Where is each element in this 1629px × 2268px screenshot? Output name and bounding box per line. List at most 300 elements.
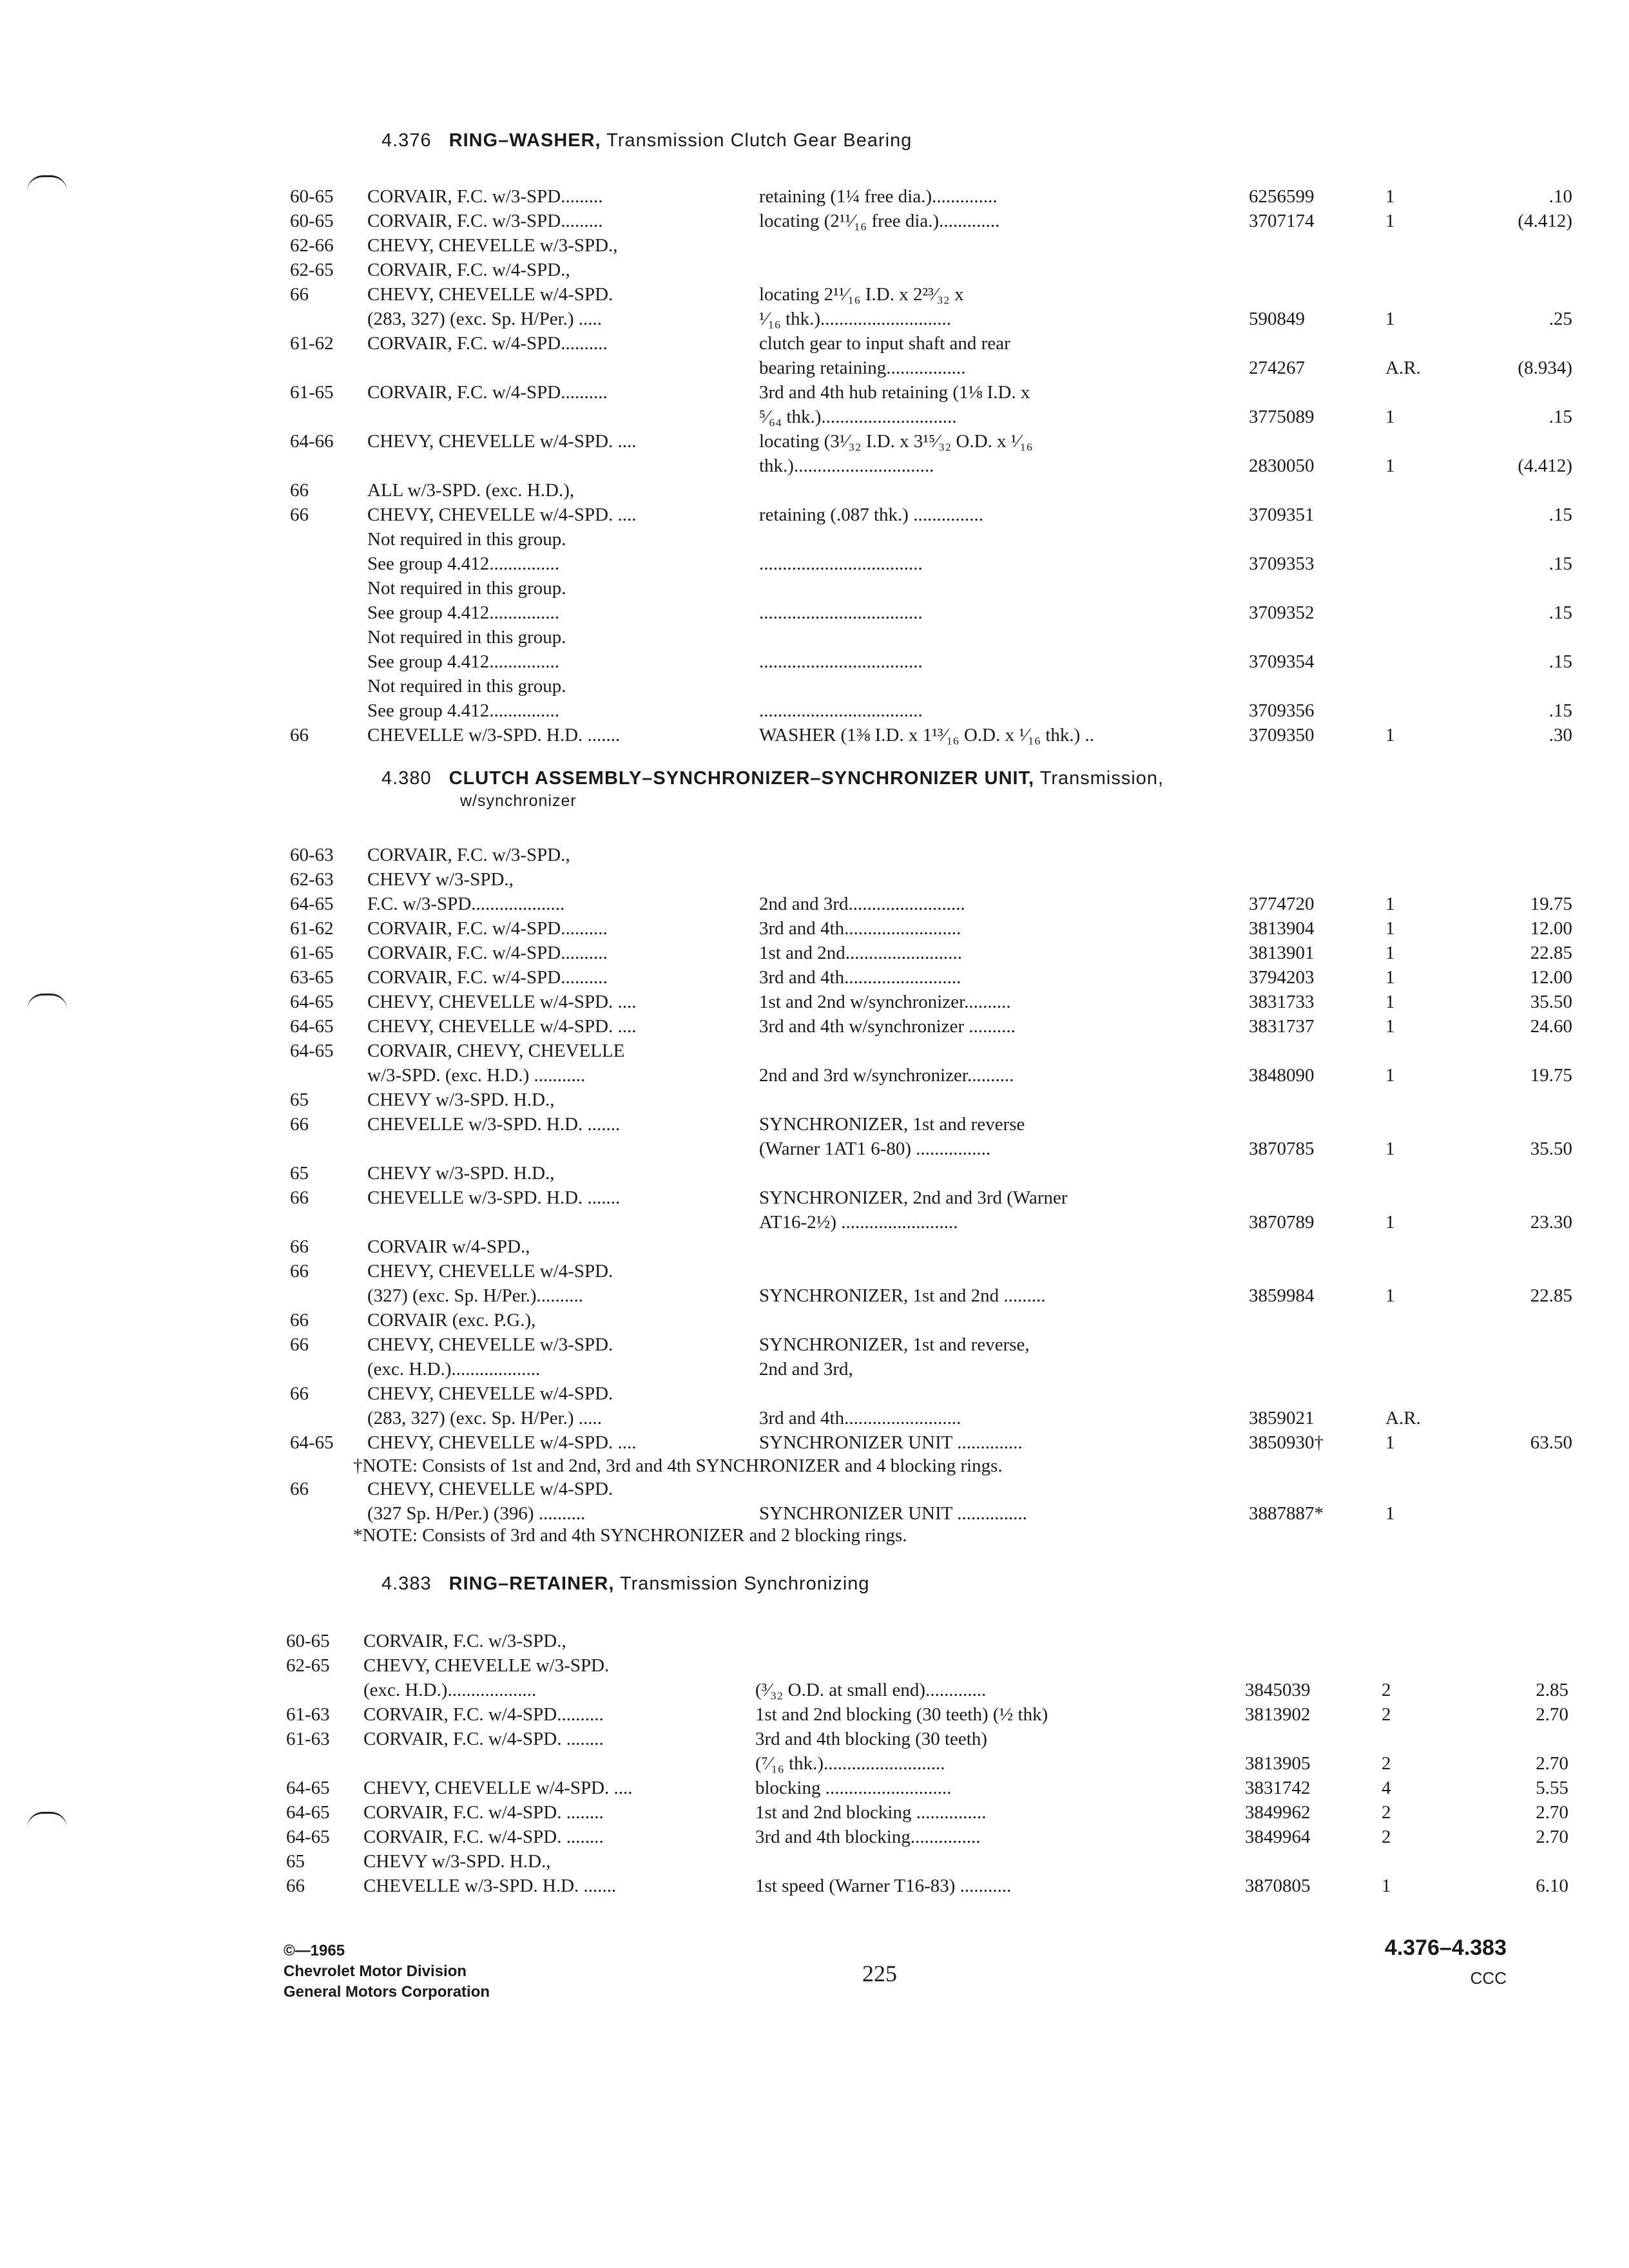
application: CHEVELLE w/3-SPD. H.D. ....... bbox=[363, 1876, 617, 1896]
table-row bbox=[286, 1678, 1629, 1702]
part-description: (Warner 1AT1 6-80) ................ bbox=[759, 1139, 991, 1159]
part-number: 274267 bbox=[1249, 358, 1305, 378]
part-number: 3859984 bbox=[1249, 1285, 1315, 1306]
table-row bbox=[286, 1800, 1629, 1825]
list-price: 35.50 bbox=[1530, 1139, 1572, 1159]
table-row bbox=[290, 184, 1629, 209]
catalog-code: CCC bbox=[1470, 1968, 1507, 1988]
section-title-rest: Transmission, bbox=[1039, 768, 1164, 789]
quantity: 1 bbox=[1385, 894, 1395, 914]
application: CHEVY, CHEVELLE w/4-SPD. .... bbox=[367, 1432, 637, 1453]
part-description: retaining (.087 thk.) ............... bbox=[759, 505, 983, 525]
table-row bbox=[290, 527, 1629, 552]
table-row bbox=[290, 1112, 1629, 1137]
application: (327 Sp. H/Per.) (396) .......... bbox=[367, 1503, 586, 1524]
application: CHEVELLE w/3-SPD. H.D. ....... bbox=[367, 1114, 621, 1135]
part-description: locating (3¹⁄₃₂ I.D. x 3¹⁵⁄₃₂ O.D. x ¹⁄₁₆ bbox=[759, 431, 1033, 452]
quantity: 1 bbox=[1382, 1876, 1391, 1896]
part-description: SYNCHRONIZER, 1st and reverse, bbox=[759, 1334, 1030, 1355]
table-row bbox=[290, 503, 1629, 527]
part-description: bearing retaining................. bbox=[759, 358, 966, 378]
list-price: (4.412) bbox=[1518, 211, 1572, 231]
application: CORVAIR (exc. P.G.), bbox=[367, 1310, 536, 1331]
application: CORVAIR, F.C. w/4-SPD., bbox=[367, 260, 570, 280]
table-row bbox=[290, 1259, 1629, 1283]
application: Not required in this group. bbox=[367, 627, 566, 648]
part-number: 3794203 bbox=[1249, 967, 1315, 988]
model-years: 60-65 bbox=[290, 186, 334, 207]
part-number: 3709353 bbox=[1249, 553, 1315, 574]
part-number: 3849964 bbox=[1245, 1827, 1311, 1847]
part-description: ................................... bbox=[759, 700, 923, 721]
application: CHEVY w/3-SPD. H.D., bbox=[367, 1163, 555, 1184]
part-number: 3707174 bbox=[1249, 211, 1315, 231]
application: CORVAIR w/4-SPD., bbox=[367, 1236, 530, 1257]
table-row bbox=[286, 1727, 1629, 1751]
list-price: 2.70 bbox=[1536, 1753, 1568, 1774]
model-years: 64-65 bbox=[290, 992, 334, 1012]
section-heading bbox=[381, 130, 912, 151]
section-note: †NOTE: Consists of 1st and 2nd, 3rd and 4th SYNCHRONIZER and 4 blocking rings. bbox=[353, 1456, 1003, 1476]
section-number: 4.383 bbox=[381, 1573, 432, 1594]
part-description: 3rd and 4th......................... bbox=[759, 967, 961, 988]
part-number: 3870789 bbox=[1249, 1212, 1315, 1233]
part-number: 3870785 bbox=[1249, 1139, 1315, 1159]
table-row bbox=[290, 941, 1629, 965]
table-row bbox=[290, 1357, 1629, 1381]
quantity: 1 bbox=[1385, 967, 1395, 988]
quantity: 2 bbox=[1382, 1827, 1391, 1847]
page-number: 225 bbox=[862, 1961, 897, 1986]
model-years: 66 bbox=[290, 1236, 309, 1257]
application: CHEVY, CHEVELLE w/4-SPD. .... bbox=[363, 1778, 633, 1798]
part-number: 3870805 bbox=[1245, 1876, 1311, 1896]
application: F.C. w/3-SPD.................... bbox=[367, 894, 565, 914]
list-price: 19.75 bbox=[1530, 894, 1572, 914]
table-row bbox=[290, 1332, 1629, 1357]
section-title: RING–WASHER, bbox=[448, 130, 601, 151]
quantity: 1 bbox=[1385, 456, 1395, 476]
part-number: 3774720 bbox=[1249, 894, 1315, 914]
part-description: ¹⁄₁₆ thk.)............................ bbox=[759, 309, 951, 329]
application: CHEVELLE w/3-SPD. H.D. ....... bbox=[367, 725, 621, 745]
model-years: 64-65 bbox=[290, 894, 334, 914]
table-row bbox=[286, 1849, 1629, 1874]
model-years: 61-62 bbox=[290, 333, 334, 354]
list-price: 63.50 bbox=[1530, 1432, 1572, 1453]
part-description: 3rd and 4th blocking............... bbox=[755, 1827, 981, 1847]
part-description: 3rd and 4th w/synchronizer .......... bbox=[759, 1016, 1016, 1037]
part-number: 3831737 bbox=[1249, 1016, 1315, 1037]
part-number: 3775089 bbox=[1249, 407, 1315, 427]
list-price: (4.412) bbox=[1518, 456, 1572, 476]
application: See group 4.412............... bbox=[367, 651, 560, 672]
application: Not required in this group. bbox=[367, 578, 566, 599]
margin-mark bbox=[27, 994, 67, 1010]
model-years: 66 bbox=[286, 1876, 305, 1896]
section-title-rest: Transmission Synchronizing bbox=[619, 1573, 870, 1594]
application: CHEVY w/3-SPD., bbox=[367, 869, 514, 890]
list-price: 12.00 bbox=[1530, 918, 1572, 939]
division: Chevrolet Motor Division bbox=[284, 1963, 467, 1980]
model-years: 66 bbox=[290, 1114, 309, 1135]
quantity: 1 bbox=[1385, 1503, 1395, 1524]
quantity: 1 bbox=[1385, 943, 1395, 963]
application: CHEVY, CHEVELLE w/4-SPD. bbox=[367, 1479, 613, 1499]
part-description: SYNCHRONIZER, 1st and 2nd ......... bbox=[759, 1285, 1046, 1306]
application: ALL w/3-SPD. (exc. H.D.), bbox=[367, 480, 575, 501]
list-price: 22.85 bbox=[1530, 1285, 1572, 1306]
table-row bbox=[290, 1406, 1629, 1430]
table-row bbox=[290, 990, 1629, 1014]
model-years: 62-65 bbox=[290, 260, 334, 280]
table-row bbox=[290, 478, 1629, 503]
application: CORVAIR, F.C. w/4-SPD.......... bbox=[367, 967, 608, 988]
part-description: ⁵⁄₆₄ thk.)............................. bbox=[759, 407, 957, 427]
application: (exc. H.D.)................... bbox=[363, 1680, 537, 1700]
part-description: ................................... bbox=[759, 602, 923, 623]
part-description: 1st speed (Warner T16-83) ........... bbox=[755, 1876, 1012, 1896]
part-description: locating (2¹¹⁄₁₆ free dia.)............. bbox=[759, 211, 1000, 231]
table-row bbox=[290, 601, 1629, 625]
part-description: clutch gear to input shaft and rear bbox=[759, 333, 1010, 354]
table-row bbox=[290, 843, 1629, 867]
model-years: 61-63 bbox=[286, 1729, 330, 1749]
section-title: RING–RETAINER, bbox=[448, 1573, 615, 1594]
list-price: 6.10 bbox=[1536, 1876, 1568, 1896]
part-description: 1st and 2nd w/synchronizer.......... bbox=[759, 992, 1011, 1012]
part-description: 2nd and 3rd, bbox=[759, 1359, 853, 1379]
application: CORVAIR, F.C. w/3-SPD......... bbox=[367, 211, 603, 231]
table-row bbox=[290, 649, 1629, 674]
list-price: .15 bbox=[1548, 602, 1572, 623]
list-price: 2.70 bbox=[1536, 1704, 1568, 1725]
application: CHEVELLE w/3-SPD. H.D. ....... bbox=[367, 1187, 621, 1208]
application: CORVAIR, CHEVY, CHEVELLE bbox=[367, 1041, 625, 1061]
table-row bbox=[290, 1477, 1629, 1501]
table-row bbox=[290, 1235, 1629, 1259]
table-row bbox=[290, 1283, 1629, 1308]
model-years: 62-65 bbox=[286, 1655, 330, 1676]
table-row bbox=[290, 1501, 1629, 1526]
model-years: 63-65 bbox=[290, 967, 334, 988]
model-years: 65 bbox=[286, 1851, 305, 1872]
part-number: 2830050 bbox=[1249, 456, 1315, 476]
publisher-block bbox=[284, 1941, 490, 2003]
list-price: .15 bbox=[1548, 407, 1572, 427]
application: (283, 327) (exc. Sp. H/Per.) ..... bbox=[367, 1408, 602, 1428]
part-description: (³⁄₃₂ O.D. at small end)............. bbox=[755, 1680, 987, 1700]
list-price: .15 bbox=[1548, 553, 1572, 574]
model-years: 66 bbox=[290, 725, 309, 745]
application: CORVAIR, F.C. w/4-SPD.......... bbox=[367, 333, 608, 354]
section-title-rest: Transmission Clutch Gear Bearing bbox=[606, 130, 912, 151]
section-subtitle: w/synchronizer bbox=[460, 792, 577, 810]
list-price: .15 bbox=[1548, 700, 1572, 721]
model-years: 66 bbox=[290, 1479, 309, 1499]
part-number: 3831742 bbox=[1245, 1778, 1311, 1798]
section-title: CLUTCH ASSEMBLY–SYNCHRONIZER–SYNCHRONIZER UNIT, bbox=[448, 768, 1035, 789]
application: CHEVY, CHEVELLE w/3-SPD., bbox=[367, 235, 618, 256]
model-years: 65 bbox=[290, 1090, 309, 1110]
list-price: .15 bbox=[1548, 505, 1572, 525]
part-description: blocking ........................... bbox=[755, 1778, 952, 1798]
application: CHEVY, CHEVELLE w/4-SPD. bbox=[367, 1383, 613, 1404]
application: See group 4.412............... bbox=[367, 602, 560, 623]
table-row bbox=[290, 1063, 1629, 1088]
application: CORVAIR, F.C. w/3-SPD......... bbox=[367, 186, 603, 207]
section-number: 4.380 bbox=[381, 768, 432, 789]
part-description: 2nd and 3rd w/synchronizer.......... bbox=[759, 1065, 1014, 1086]
application: CHEVY, CHEVELLE w/4-SPD. bbox=[367, 1261, 613, 1282]
table-row bbox=[290, 965, 1629, 990]
model-years: 60-65 bbox=[290, 211, 334, 231]
application: CORVAIR, F.C. w/3-SPD., bbox=[363, 1631, 566, 1651]
part-number: 3709352 bbox=[1249, 602, 1315, 623]
application: See group 4.412............... bbox=[367, 553, 560, 574]
list-price: 2.85 bbox=[1536, 1680, 1568, 1700]
application: CORVAIR, F.C. w/4-SPD.......... bbox=[363, 1704, 604, 1725]
part-number: 3859021 bbox=[1249, 1408, 1315, 1428]
table-row bbox=[290, 1381, 1629, 1406]
list-price: .15 bbox=[1548, 651, 1572, 672]
corporation: General Motors Corporation bbox=[284, 1983, 490, 2001]
section-note: *NOTE: Consists of 3rd and 4th SYNCHRONIZER and 2 blocking rings. bbox=[353, 1525, 907, 1546]
list-price: 19.75 bbox=[1530, 1065, 1572, 1086]
model-years: 62-66 bbox=[290, 235, 334, 256]
part-number: 3887887* bbox=[1249, 1503, 1324, 1524]
part-description: SYNCHRONIZER UNIT .............. bbox=[759, 1432, 1023, 1453]
model-years: 64-65 bbox=[290, 1041, 334, 1061]
table-row bbox=[290, 405, 1629, 429]
application: See group 4.412............... bbox=[367, 700, 560, 721]
part-number: 3709351 bbox=[1249, 505, 1315, 525]
part-description: (⁷⁄₁₆ thk.).......................... bbox=[755, 1753, 945, 1774]
application: w/3-SPD. (exc. H.D.) ........... bbox=[367, 1065, 586, 1086]
list-price: .10 bbox=[1548, 186, 1572, 207]
quantity: 2 bbox=[1382, 1680, 1391, 1700]
quantity: A.R. bbox=[1385, 1408, 1421, 1428]
section-heading bbox=[381, 1573, 870, 1595]
table-row bbox=[290, 209, 1629, 233]
model-years: 65 bbox=[290, 1163, 309, 1184]
application: CHEVY, CHEVELLE w/4-SPD. .... bbox=[367, 431, 637, 452]
quantity: 1 bbox=[1385, 211, 1395, 231]
list-price: .25 bbox=[1548, 309, 1572, 329]
part-description: ................................... bbox=[759, 651, 923, 672]
quantity: 1 bbox=[1385, 1016, 1395, 1037]
model-years: 64-65 bbox=[286, 1778, 330, 1798]
part-description: AT16-2½) ......................... bbox=[759, 1212, 958, 1233]
table-row bbox=[286, 1874, 1629, 1898]
table-row bbox=[290, 552, 1629, 576]
section-heading bbox=[381, 768, 1164, 811]
margin-mark bbox=[27, 175, 67, 191]
part-description: WASHER (1⅜ I.D. x 1¹³⁄₁₆ O.D. x ¹⁄₁₆ thk.) .. bbox=[759, 725, 1095, 745]
application: CORVAIR, F.C. w/4-SPD.......... bbox=[367, 943, 608, 963]
application: Not required in this group. bbox=[367, 676, 566, 697]
table-row bbox=[290, 258, 1629, 282]
part-description: SYNCHRONIZER, 1st and reverse bbox=[759, 1114, 1025, 1135]
part-number: 3845039 bbox=[1245, 1680, 1311, 1700]
model-years: 66 bbox=[290, 1334, 309, 1355]
list-price: (8.934) bbox=[1518, 358, 1572, 378]
part-number: 3813901 bbox=[1249, 943, 1315, 963]
part-description: 3rd and 4th hub retaining (1⅛ I.D. x bbox=[759, 382, 1030, 403]
part-description: SYNCHRONIZER UNIT ............... bbox=[759, 1503, 1027, 1524]
table-row bbox=[290, 1430, 1629, 1455]
application: CORVAIR, F.C. w/3-SPD., bbox=[367, 845, 570, 865]
group-range-block bbox=[1358, 1936, 1507, 1988]
application: CHEVY, CHEVELLE w/4-SPD. .... bbox=[367, 505, 637, 525]
quantity: 2 bbox=[1382, 1753, 1391, 1774]
quantity: A.R. bbox=[1385, 358, 1421, 378]
table-row bbox=[286, 1751, 1629, 1776]
table-row bbox=[290, 356, 1629, 380]
table-row bbox=[286, 1776, 1629, 1800]
model-years: 61-65 bbox=[290, 382, 334, 403]
part-description: SYNCHRONIZER, 2nd and 3rd (Warner bbox=[759, 1187, 1068, 1208]
part-number: 3849962 bbox=[1245, 1802, 1311, 1823]
quantity: 1 bbox=[1385, 1065, 1395, 1086]
table-row bbox=[286, 1653, 1629, 1678]
application: CORVAIR, F.C. w/4-SPD. ........ bbox=[363, 1827, 604, 1847]
table-row bbox=[290, 282, 1629, 307]
model-years: 61-63 bbox=[286, 1704, 330, 1725]
table-row bbox=[290, 1186, 1629, 1210]
list-price: 35.50 bbox=[1530, 992, 1572, 1012]
table-row bbox=[290, 429, 1629, 454]
model-years: 66 bbox=[290, 1261, 309, 1282]
table-row bbox=[290, 307, 1629, 331]
part-description: locating 2¹¹⁄₁₆ I.D. x 2²³⁄₃₂ x bbox=[759, 284, 964, 305]
quantity: 1 bbox=[1385, 309, 1395, 329]
model-years: 61-62 bbox=[290, 918, 334, 939]
application: CHEVY w/3-SPD. H.D., bbox=[363, 1851, 551, 1872]
margin-mark bbox=[27, 1812, 67, 1828]
part-description: 1st and 2nd blocking ............... bbox=[755, 1802, 987, 1823]
part-number: 3709356 bbox=[1249, 700, 1315, 721]
table-row bbox=[290, 916, 1629, 941]
table-row bbox=[290, 1308, 1629, 1332]
model-years: 64-65 bbox=[286, 1802, 330, 1823]
application: CORVAIR, F.C. w/4-SPD. ........ bbox=[363, 1802, 604, 1823]
model-years: 64-65 bbox=[290, 1016, 334, 1037]
quantity: 1 bbox=[1385, 407, 1395, 427]
table-row bbox=[290, 1137, 1629, 1161]
model-years: 66 bbox=[290, 1310, 309, 1331]
part-description: 1st and 2nd......................... bbox=[759, 943, 962, 963]
part-number: 3831733 bbox=[1249, 992, 1315, 1012]
table-row bbox=[290, 674, 1629, 698]
model-years: 64-65 bbox=[290, 1432, 334, 1453]
application: (exc. H.D.)................... bbox=[367, 1359, 541, 1379]
table-row bbox=[286, 1629, 1629, 1653]
table-row bbox=[286, 1825, 1629, 1849]
quantity: 1 bbox=[1385, 725, 1395, 745]
quantity: 1 bbox=[1385, 992, 1395, 1012]
table-row bbox=[290, 723, 1629, 747]
table-row bbox=[290, 233, 1629, 258]
list-price: 12.00 bbox=[1530, 967, 1572, 988]
table-row bbox=[290, 576, 1629, 601]
table-row bbox=[290, 454, 1629, 478]
quantity: 1 bbox=[1385, 1432, 1395, 1453]
application: CORVAIR, F.C. w/4-SPD. ........ bbox=[363, 1729, 604, 1749]
quantity: 2 bbox=[1382, 1802, 1391, 1823]
application: CHEVY, CHEVELLE w/4-SPD. .... bbox=[367, 992, 637, 1012]
quantity: 1 bbox=[1385, 1212, 1395, 1233]
part-number: 3848090 bbox=[1249, 1065, 1315, 1086]
part-description: 3rd and 4th blocking (30 teeth) bbox=[755, 1729, 987, 1749]
part-number: 590849 bbox=[1249, 309, 1305, 329]
quantity: 1 bbox=[1385, 1285, 1395, 1306]
part-description: 3rd and 4th......................... bbox=[759, 1408, 961, 1428]
part-description: 3rd and 4th......................... bbox=[759, 918, 961, 939]
quantity: 1 bbox=[1385, 186, 1395, 207]
model-years: 62-63 bbox=[290, 869, 334, 890]
model-years: 66 bbox=[290, 1383, 309, 1404]
model-years: 60-63 bbox=[290, 845, 334, 865]
model-years: 61-65 bbox=[290, 943, 334, 963]
table-row bbox=[290, 331, 1629, 356]
table-row bbox=[290, 625, 1629, 649]
table-row bbox=[290, 698, 1629, 723]
table-row bbox=[290, 1088, 1629, 1112]
section-number: 4.376 bbox=[381, 130, 432, 151]
part-number: 3813902 bbox=[1245, 1704, 1311, 1725]
application: CORVAIR, F.C. w/4-SPD.......... bbox=[367, 382, 608, 403]
quantity: 2 bbox=[1382, 1704, 1391, 1725]
quantity: 4 bbox=[1382, 1778, 1391, 1798]
copyright: ©—1965 bbox=[284, 1942, 345, 1959]
table-row bbox=[290, 892, 1629, 916]
part-description: thk.).............................. bbox=[759, 456, 934, 476]
group-range: 4.376–4.383 bbox=[1384, 1936, 1507, 1960]
application: CORVAIR, F.C. w/4-SPD.......... bbox=[367, 918, 608, 939]
part-number: 3813905 bbox=[1245, 1753, 1311, 1774]
application: (283, 327) (exc. Sp. H/Per.) ..... bbox=[367, 309, 602, 329]
table-row bbox=[290, 380, 1629, 405]
part-number: 3709354 bbox=[1249, 651, 1315, 672]
model-years: 66 bbox=[290, 480, 309, 501]
list-price: 22.85 bbox=[1530, 943, 1572, 963]
quantity: 1 bbox=[1385, 1139, 1395, 1159]
part-number: 3850930† bbox=[1249, 1432, 1324, 1453]
part-number: 3813904 bbox=[1249, 918, 1315, 939]
part-description: 2nd and 3rd......................... bbox=[759, 894, 965, 914]
part-number: 3709350 bbox=[1249, 725, 1315, 745]
model-years: 66 bbox=[290, 284, 309, 305]
table-row bbox=[290, 867, 1629, 892]
application: CHEVY, CHEVELLE w/4-SPD. bbox=[367, 284, 613, 305]
part-description: ................................... bbox=[759, 553, 923, 574]
list-price: 2.70 bbox=[1536, 1827, 1568, 1847]
list-price: 23.30 bbox=[1530, 1212, 1572, 1233]
table-row bbox=[290, 1210, 1629, 1235]
model-years: 66 bbox=[290, 505, 309, 525]
application: Not required in this group. bbox=[367, 529, 566, 550]
list-price: 5.55 bbox=[1536, 1778, 1568, 1798]
application: CHEVY, CHEVELLE w/3-SPD. bbox=[367, 1334, 613, 1355]
model-years: 66 bbox=[290, 1187, 309, 1208]
model-years: 64-66 bbox=[290, 431, 334, 452]
application: CHEVY, CHEVELLE w/3-SPD. bbox=[363, 1655, 610, 1676]
list-price: 24.60 bbox=[1530, 1016, 1572, 1037]
table-row bbox=[286, 1702, 1629, 1727]
application: CHEVY, CHEVELLE w/4-SPD. .... bbox=[367, 1016, 637, 1037]
model-years: 64-65 bbox=[286, 1827, 330, 1847]
